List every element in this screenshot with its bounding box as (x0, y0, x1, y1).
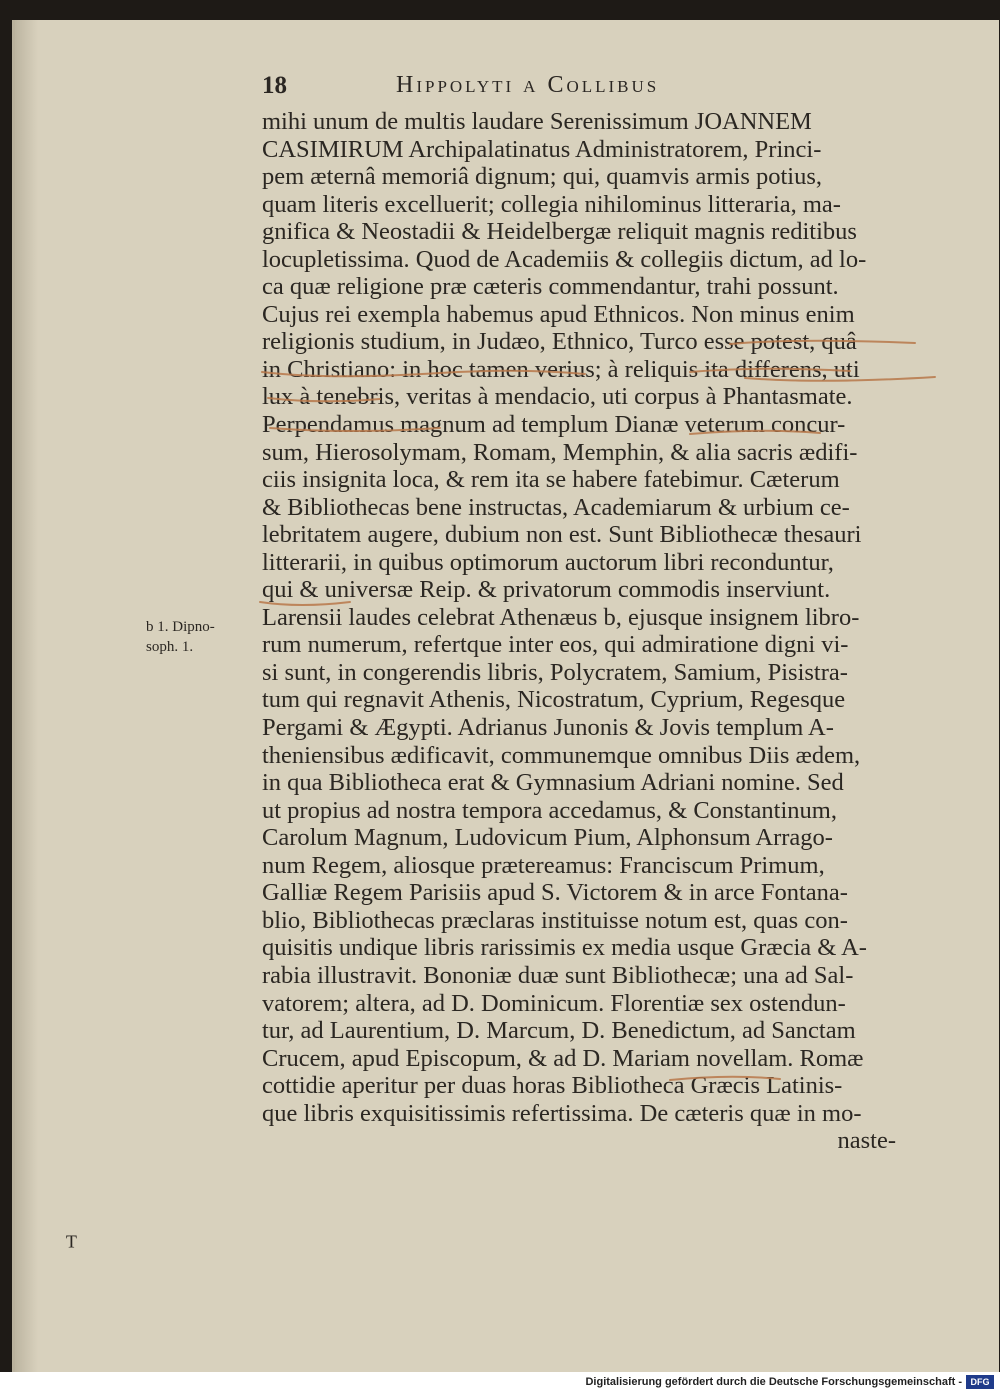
text-line: in Christiano: in hoc tamen verius; à reliquis ita differens, uti (262, 355, 860, 383)
text-line: que libris exquisitissimis refertissima. De cæteris quæ in mo- (262, 1099, 862, 1127)
text-line: tum qui regnavit Athenis, Nicostratum, Cyprium, Regesque (262, 686, 846, 714)
text-line: Perpendamus magnum ad templum Dianæ veterum concur- (262, 411, 846, 439)
page-number: 18 (262, 72, 287, 99)
digitization-credit: Digitalisierung gefördert durch die Deutsche Forschungsgemeinschaft - (585, 1376, 962, 1388)
text-line: Pergami & Ægypti. Adrianus Junonis & Jovis templum A- (262, 714, 834, 742)
page-header (262, 72, 922, 104)
text-line: rum numerum, refertque inter eos, qui admiratione digni vi- (262, 631, 849, 659)
text-line: tur, ad Laurentium, D. Marcum, D. Benedictum, ad Sanctam (262, 1017, 856, 1045)
text-line: Carolum Magnum, Ludovicum Pium, Alphonsum Arrago- (262, 824, 833, 852)
dfg-logo: DFG (966, 1375, 994, 1389)
text-line: Larensii laudes celebrat Athenæus b, ejusque insignem libro- (262, 603, 860, 631)
ink-mark-icon: ᵀ (66, 1230, 77, 1263)
body-text (262, 108, 930, 1155)
text-line: lux à tenebris, veritas à mendacio, uti corpus à Phantasmate. (262, 383, 853, 411)
text-line: ciis insignita loca, & rem ita se habere fatebimur. Cæterum (262, 466, 840, 494)
footer-bar (0, 1372, 1000, 1394)
text-line: vatorem; altera, ad D. Dominicum. Florentiæ sex ostendun- (262, 989, 846, 1017)
text-line: num Regem, aliosque prætereamus: Franciscum Primum, (262, 851, 825, 879)
margin-note (146, 617, 246, 657)
text-line: in qua Bibliotheca erat & Gymnasium Adriani nomine. Sed (262, 769, 844, 797)
text-line: Galliæ Regem Parisiis apud S. Victorem & in arce Fontana- (262, 879, 848, 907)
text-line: CASIMIRUM Archipalatinatus Administratorem, Princi- (262, 135, 822, 163)
text-line: quisitis undique libris rarissimis ex media usque Græcia & A- (262, 934, 867, 962)
text-line: rabia illustravit. Bononiæ duæ sunt Bibliothecæ; una ad Sal- (262, 961, 854, 989)
text-line: theniensibus ædificavit, communemque omnibus Diis ædem, (262, 741, 861, 769)
text-line: & Bibliothecas bene instructas, Academiarum & urbium ce- (262, 493, 850, 521)
text-line: locupletissima. Quod de Academiis & collegiis dictum, ad lo- (262, 245, 867, 273)
text-line: Cujus rei exempla habemus apud Ethnicos. Non minus enim (262, 300, 855, 328)
text-line: sum, Hierosolymam, Romam, Memphin, & alia sacris ædifi- (262, 438, 858, 466)
text-line: lebritatem augere, dubium non est. Sunt Bibliothecæ thesauri (262, 521, 862, 549)
text-line: litterarii, in quibus optimorum auctorum libri reconduntur, (262, 548, 834, 576)
text-line: pem æternâ memoriâ dignum; qui, quamvis armis potius, (262, 163, 823, 191)
text-line: gnifica & Neostadii & Heidelbergæ reliquit magnis reditibus (262, 218, 857, 246)
text-line: Crucem, apud Episcopum, & ad D. Mariam novellam. Romæ (262, 1044, 864, 1072)
running-head: Hippolyti a Collibus (396, 72, 660, 98)
text-line: qui & universæ Reip. & privatorum commodis inserviunt. (262, 576, 831, 604)
text-line: ut propius ad nostra tempora accedamus, & Constantinum, (262, 796, 837, 824)
text-line: religionis studium, in Judæo, Ethnico, Turco esse potest, quâ (262, 328, 857, 356)
text-line: ca quæ religione præ cæteris commendantur, trahi possunt. (262, 273, 839, 301)
text-line: mihi unum de multis laudare Serenissimum JOANNEM (262, 108, 812, 135)
page-gutter-shadow (12, 20, 38, 1372)
text-line: si sunt, in congerendis libris, Polycratem, Samium, Pisistra- (262, 658, 848, 686)
margin-note-line: b 1. Dipno- (146, 619, 215, 635)
text-line: cottidie aperitur per duas horas Bibliotheca Græcis Latinis- (262, 1072, 843, 1100)
margin-note-line: soph. 1. (146, 639, 194, 655)
text-line: blio, Bibliothecas præclaras instituisse notum est, quas con- (262, 906, 848, 934)
text-line: quam literis excelluerit; collegia nihilominus litteraria, ma- (262, 190, 841, 218)
text-line: naste- (837, 1127, 896, 1155)
